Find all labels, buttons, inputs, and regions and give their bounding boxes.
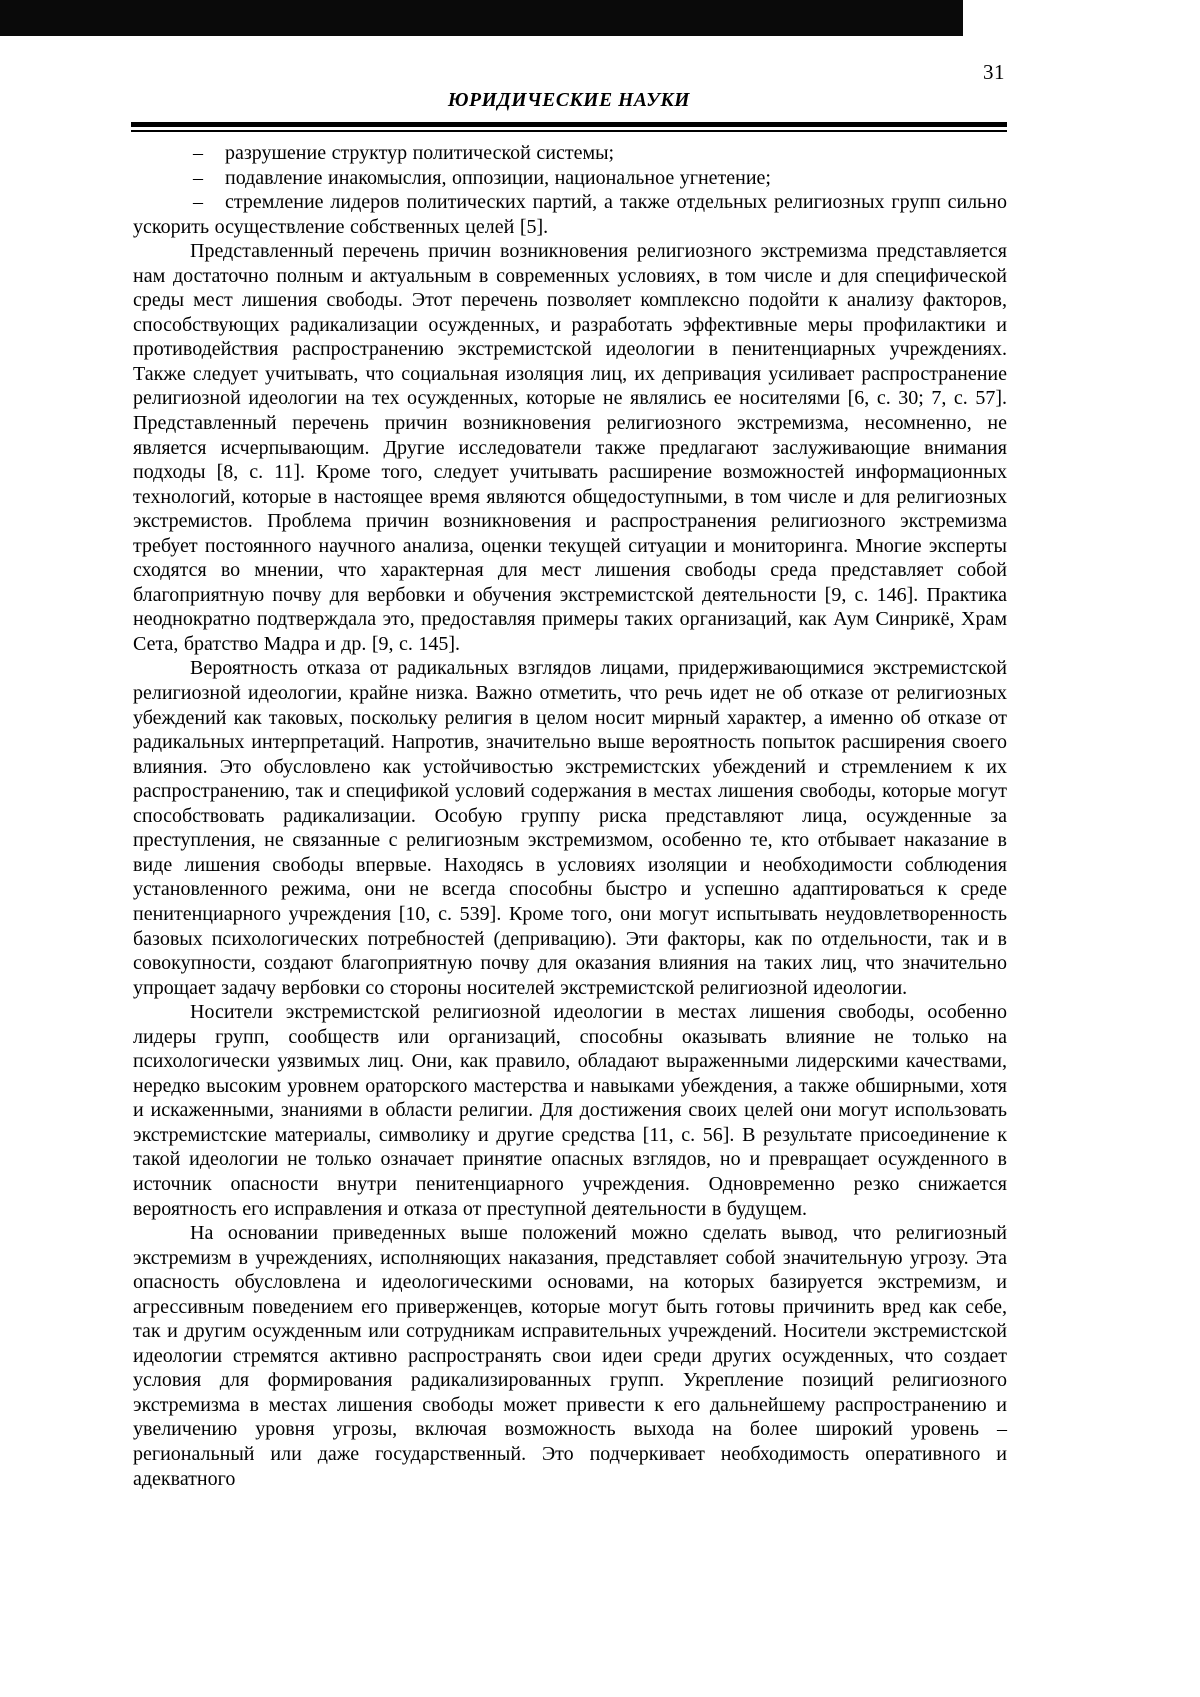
running-header: ЮРИДИЧЕСКИЕ НАУКИ	[447, 90, 691, 111]
paragraph: Представленный перечень причин возникновения религиозного экстремизма представляется нам достаточно полным и актуальным в современных условиях, в том числе и для специфической среды мест лишения свободы. Этот перечень позволяет комплексно подойти к анализу факторов, способствующих радикализации осужденных, и разработать эффективные меры профилактики и противодействия распространению экстремистской идеологии в пенитенциарных учреждениях. Также следует учитывать, что социальная изоляция лиц, их депривация усиливает распространение религиозной идеологии на тех осужденных, которые не являлись ее носителями [6, с. 30; 7, с. 57]. Представленный перечень причин возникновения религиозного экстремизма, несомненно, не является исчерпывающим. Другие исследователи также предлагают заслуживающие внимания подходы [8, с. 11]. Кроме того, следует учитывать расширение возможностей информационных технологий, которые в настоящее время являются общедоступными, в том числе и для религиозных экстремистов. Проблема причин возникновения и распространения религиозного экстремизма требует постоянного научного анализа, оценки текущей ситуации и мониторинга. Многие эксперты сходятся во мнении, что характерная для мест лишения свободы среда представляет собой благоприятную почву для вербовки и обучения экстремистской деятельности [9, с. 146]. Практика неоднократно подтверждала это, предоставляя примеры таких организаций, как Аум Синрикё, Храм Сета, братство Мадра и др. [9, с. 145].	[133, 240, 1007, 655]
list-dash: –	[193, 142, 203, 164]
paragraph: На основании приведенных выше положений можно сделать вывод, что религиозный экстремизм в учреждениях, исполняющих наказания, представляет собой значительную угрозу. Эта опасность обусловлена и идеологическими основами, на которых базируется экстремизм, и агрессивным поведением его приверженцев, которые могут быть готовы причинить вред как себе, так и другим осужденным или сотрудникам исправительных учреждений. Носители экстремистской идеологии стремятся активно распространять свои идеи среди других осужденных, что создает условия для формирования радикализированных групп. Укрепление позиций религиозного экстремизма в местах лишения свободы может привести к его дальнейшему распространению и увеличению уровня угрозы, включая возможность выхода на более широкий уровень – региональный или даже государственный. Это подчеркивает необходимость оперативного и адекватного	[133, 1222, 1007, 1490]
list-dash: –	[193, 191, 203, 214]
scan-artifact-bar	[0, 0, 963, 36]
header-rule	[131, 122, 1007, 132]
list-item-text: подавление инакомыслия, оппозиции, национальное угнетение;	[225, 166, 771, 189]
paragraph: Вероятность отказа от радикальных взглядов лицами, придерживающимися экстремистской религиозной идеологии, крайне низка. Важно отметить, что речь идет не об отказе от религиозных убеждений как таковых, поскольку религия в целом носит мирный характер, а именно об отказе от радикальных интерпретаций. Напротив, значительно выше вероятность попыток расширения своего влияния. Это обусловлено как устойчивостью экстремистских убеждений и стремлением к их распространению, так и спецификой условий содержания в местах лишения свободы, которые могут способствовать радикализации. Особую группу риска представляют лица, осужденные за преступления, не связанные с религиозным экстремизмом, особенно те, кто отбывает наказание в виде лишения свободы впервые. Находясь в условиях изоляции и необходимости соблюдения установленного режима, они не всегда способны быстро и успешно адаптироваться к среде пенитенциарного учреждения [10, с. 539]. Кроме того, они могут испытывать неудовлетворенность базовых психологических потребностей (депривацию). Эти факторы, как по отдельности, так и в совокупности, создают благоприятную почву для оказания влияния на таких лиц, что значительно упрощает задачу вербовки со стороны носителей экстремистской религиозной идеологии.	[133, 657, 1007, 999]
list-item	[133, 166, 1007, 191]
page-number: 31	[983, 60, 1005, 84]
paragraph: Носители экстремистской религиозной идеологии в местах лишения свободы, особенно лидеры групп, сообществ или организаций, способны оказывать влияние не только на психологически уязвимых лиц. Они, как правило, обладают выраженными лидерскими качествами, нередко высоким уровнем ораторского мастерства и навыками убеждения, а также обширными, хотя и искаженными, знаниями в области религии. Для достижения своих целей они могут использовать экстремистские материалы, символику и другие средства [11, с. 56]. В результате присоединение к такой идеологии не только означает принятие опасных взглядов, но и превращает осужденного в источник опасности внутри пенитенциарного учреждения. Одновременно резко снижается вероятность его исправления и отказа от преступной деятельности в будущем.	[133, 1001, 1007, 1220]
list-dash: –	[193, 166, 203, 189]
list-item-text: разрушение структур политической системы;	[225, 142, 615, 164]
list-item	[133, 190, 1007, 239]
list-item	[133, 141, 1007, 166]
list-item-text: стремление лидеров политических партий, а также отдельных религиозных групп сильно ускорить осуществление собственных целей [5].	[133, 191, 1007, 238]
article-body	[133, 141, 1007, 1491]
